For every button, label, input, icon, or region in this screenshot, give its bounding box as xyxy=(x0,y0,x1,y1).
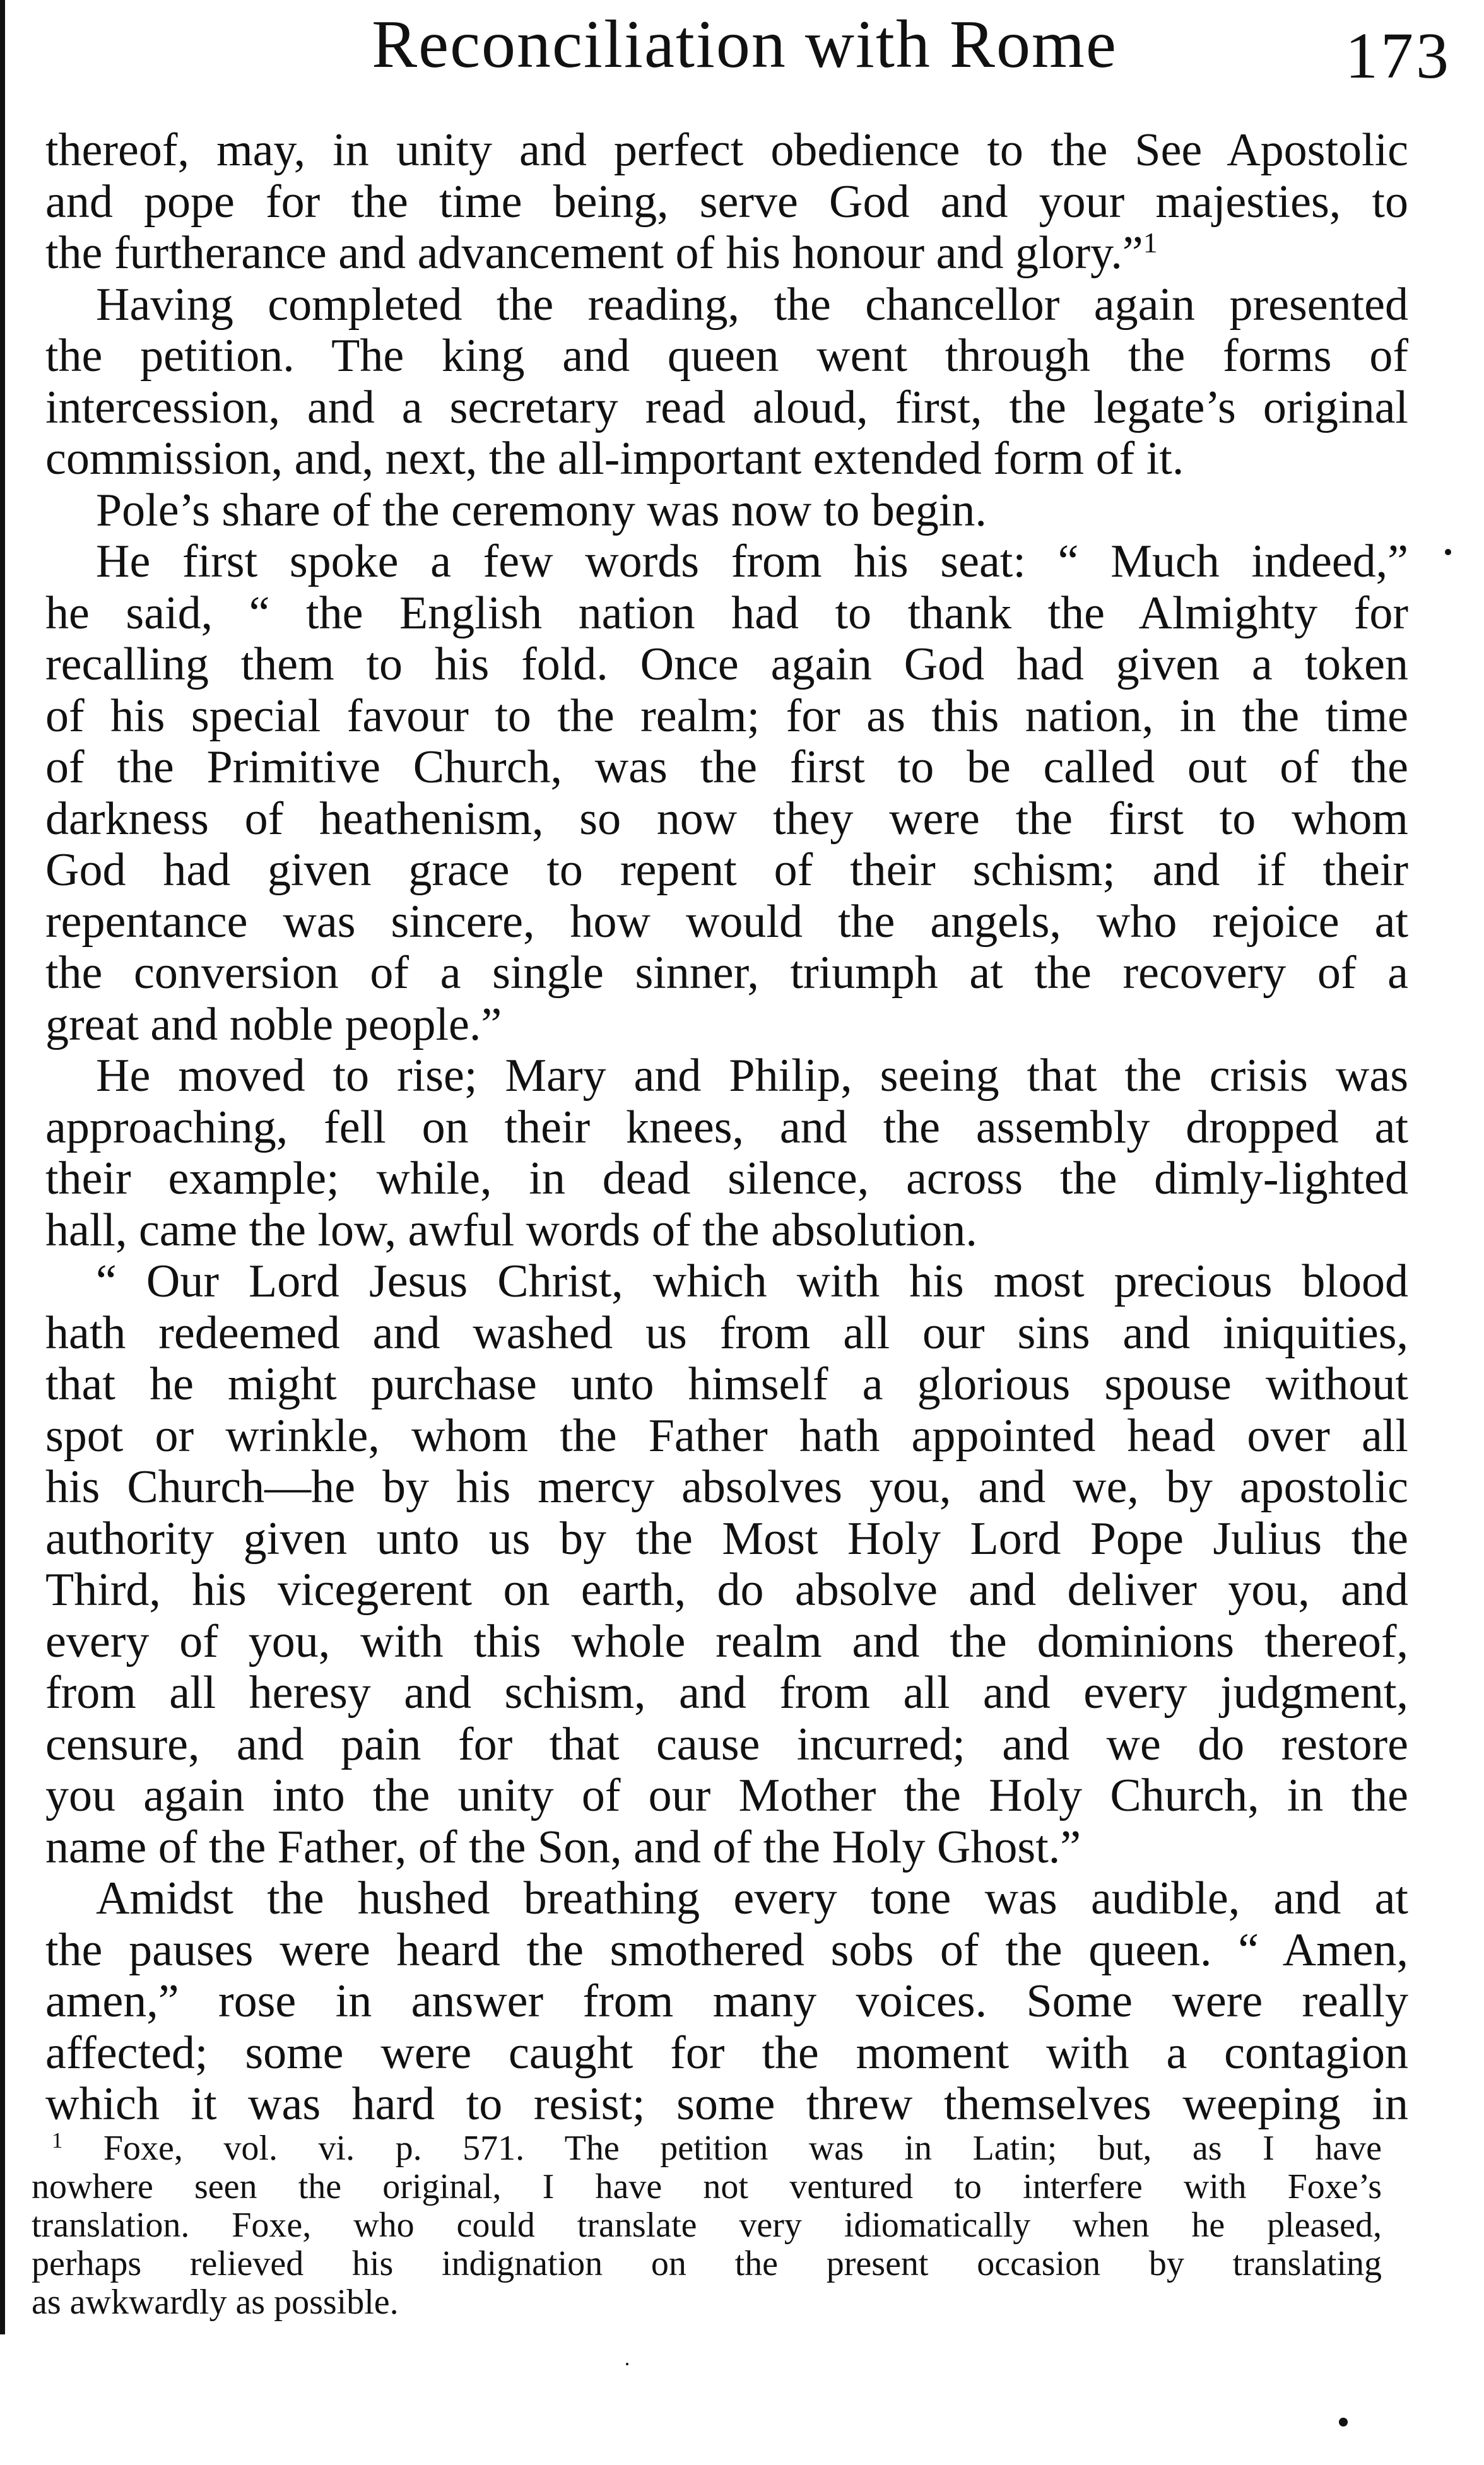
text-line: approaching, fell on their knees, and the assembly dropped at xyxy=(45,1101,1408,1153)
paragraph-start-line: Having completed the reading, the chancellor again presented xyxy=(96,278,1408,331)
text-line: intercession, and a secretary read aloud, first, the legate’s original xyxy=(45,381,1408,433)
text-line: you again into the unity of our Mother the Holy Church, in the xyxy=(45,1770,1408,1821)
running-header-title: Reconciliation with Rome xyxy=(372,7,1117,82)
text-line: their example; while, in dead silence, across the dimly-lighted xyxy=(45,1153,1408,1204)
page-binding-edge xyxy=(0,0,5,2334)
text-line: the petition. The king and queen went through the forms of xyxy=(45,330,1408,382)
footnote-line: nowhere seen the original, I have not ventured to interfere with Foxe’s xyxy=(32,2167,1382,2206)
footnote-line: translation. Foxe, who could translate very idiomatically when he pleased, xyxy=(32,2206,1382,2245)
text-line: the pauses were heard the smothered sobs of the queen. “ Amen, xyxy=(45,1924,1408,1976)
page-number: 173 xyxy=(1345,20,1451,92)
text-line: spot or wrinkle, whom the Father hath appointed head over all xyxy=(45,1409,1408,1462)
text-line: that he might purchase unto himself a glorious spouse without xyxy=(45,1358,1408,1410)
text-line: great and noble people.” xyxy=(45,998,502,1050)
text-line: his Church—he by his mercy absolves you, and we, by apostolic xyxy=(45,1461,1408,1513)
text-line xyxy=(45,228,1408,279)
text-line: thereof, may, in unity and perfect obedience to the See Apostolic xyxy=(45,124,1408,176)
text-line: amen,” rose in answer from many voices. Some were really xyxy=(45,1975,1408,2027)
footnote-marker: 1 xyxy=(52,2127,63,2153)
text-line: every of you, with this whole realm and the dominions thereof, xyxy=(45,1615,1408,1668)
footnote-reference: 1 xyxy=(1143,226,1158,259)
scan-speck xyxy=(1339,2418,1348,2427)
text-line: he said, “ the English nation had to thank the Almighty for xyxy=(45,587,1408,639)
text-line: name of the Father, of the Son, and of the Holy Ghost.” xyxy=(45,1821,1081,1873)
text-line: censure, and pain for that cause incurred; and we do restore xyxy=(45,1718,1408,1770)
scan-speck xyxy=(1445,549,1451,555)
text-line: God had given grace to repent of their schism; and if their xyxy=(45,844,1408,896)
text-line: Third, his vicegerent on earth, do absolve and deliver you, and xyxy=(45,1564,1408,1616)
body-text xyxy=(45,125,1408,2131)
text-line: hall, came the low, awful words of the absolution. xyxy=(45,1204,977,1256)
text-line: affected; some were caught for the moment with a contagion xyxy=(45,2027,1408,2079)
text-line: of his special favour to the realm; for as this nation, in the time xyxy=(45,690,1408,742)
footnote-line: perhaps relieved his indignation on the present occasion by translating xyxy=(32,2244,1382,2283)
text-line: which it was hard to resist; some threw themselves weeping in xyxy=(45,2078,1408,2130)
text-line: the conversion of a single sinner, triumph at the recovery of a xyxy=(45,947,1408,999)
paragraph-start-line: He moved to rise; Mary and Philip, seeing that the crisis was xyxy=(96,1050,1408,1102)
paragraph-start-line: Amidst the hushed breathing every tone was audible, and at xyxy=(96,1873,1408,1924)
text-line-content: the furtherance and advancement of his honour and glory.” xyxy=(45,227,1143,279)
text-line: darkness of heathenism, so now they were the first to whom xyxy=(45,792,1408,845)
text-line: commission, and, next, the all-important extended form of it. xyxy=(45,433,1184,485)
text-line: of the Primitive Church, was the first to be called out of the xyxy=(45,741,1408,793)
paragraph-start-line: Pole’s share of the ceremony was now to begin. xyxy=(96,484,987,536)
paragraph-start-line: He first spoke a few words from his seat: “ Much indeed,” xyxy=(96,536,1408,587)
scan-speck xyxy=(626,2363,628,2365)
paragraph-start-line: “ Our Lord Jesus Christ, which with his most precious blood xyxy=(96,1256,1408,1307)
footnote-line: as awkwardly as possible. xyxy=(32,2283,399,2322)
text-line: hath redeemed and washed us from all our sins and iniquities, xyxy=(45,1307,1408,1359)
text-line: from all heresy and schism, and from all and every judgment, xyxy=(45,1667,1408,1719)
footnotes xyxy=(32,2129,1382,2322)
text-line: recalling them to his fold. Once again God had given a token xyxy=(45,638,1408,690)
footnote-text: Foxe, vol. vi. p. 571. The petition was in Latin; but, as I have xyxy=(103,2129,1382,2168)
text-line: repentance was sincere, how would the angels, who rejoice at xyxy=(45,895,1408,948)
text-line: authority given unto us by the Most Holy Lord Pope Julius the xyxy=(45,1512,1408,1565)
footnote-line xyxy=(32,2129,1382,2168)
text-line: and pope for the time being, serve God and your majesties, to xyxy=(45,175,1408,228)
